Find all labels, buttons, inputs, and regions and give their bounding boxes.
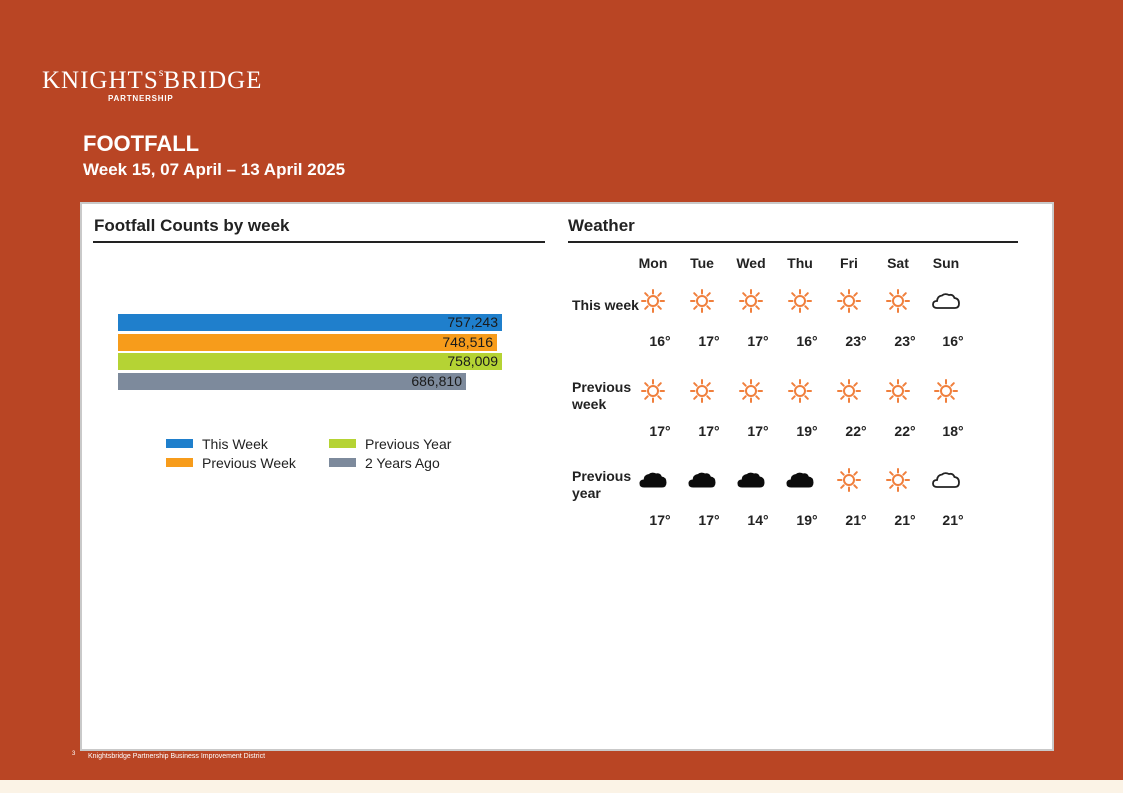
sun-icon — [931, 379, 961, 403]
weather-temperature: 17° — [698, 423, 720, 439]
weather-title-rule — [568, 241, 1018, 243]
legend-swatch — [166, 458, 193, 467]
legend-swatch — [329, 439, 356, 448]
legend-item — [329, 455, 440, 471]
weather-temperature: 22° — [845, 423, 867, 439]
page-number: 3 — [72, 751, 76, 757]
weather-temperature: 18° — [942, 423, 964, 439]
legend-swatch — [166, 439, 193, 448]
footfall-legend — [166, 436, 496, 476]
weather-temperature: 22° — [894, 423, 916, 439]
logo-name-part1: KNIGHTS — [42, 67, 159, 94]
weather-temperature: 17° — [698, 333, 720, 349]
page-title: FOOTFALL — [83, 131, 200, 156]
weather-temperature: 16° — [649, 333, 671, 349]
footfall-bar-value-label: 748,516 — [442, 333, 493, 350]
weather-temperature: 16° — [796, 333, 818, 349]
weather-temperature: 23° — [845, 333, 867, 349]
weather-day-label: Sat — [887, 255, 909, 271]
weather-temperature: 17° — [649, 423, 671, 439]
footfall-bar — [118, 373, 466, 390]
bottom-strip — [0, 780, 1123, 793]
footfall-bar-value-label: 686,810 — [411, 372, 462, 389]
sun-icon — [883, 379, 913, 403]
weather-temperature: 17° — [649, 512, 671, 528]
legend-label: Previous Year — [365, 436, 452, 452]
legend-item — [166, 436, 268, 452]
knightsbridge-logo — [42, 58, 263, 103]
sun-icon — [638, 289, 668, 313]
logo-name-part2: BRIDGE — [163, 67, 263, 94]
legend-swatch — [329, 458, 356, 467]
cloud-icon — [931, 289, 961, 313]
weather-temperature: 21° — [845, 512, 867, 528]
weather-temperature: 16° — [942, 333, 964, 349]
logo-name-sup: s — [158, 65, 164, 79]
sun-icon — [736, 289, 766, 313]
footfall-title-rule — [93, 241, 545, 243]
weather-temperature: 14° — [747, 512, 769, 528]
footfall-section-title: Footfall Counts by week — [94, 216, 290, 235]
footfall-bar — [118, 353, 502, 370]
weather-day-label: Tue — [690, 255, 714, 271]
page-subtitle: Week 15, 07 April – 13 April 2025 — [83, 160, 346, 179]
footer-text: Knightsbridge Partnership Business Improvement District — [88, 753, 266, 760]
sun-icon — [834, 468, 864, 492]
logo-subtitle: PARTNERSHIP — [108, 94, 174, 103]
footfall-bar-value-label: 757,243 — [447, 314, 498, 330]
sun-icon — [834, 289, 864, 313]
dark-cloud-icon — [687, 468, 717, 492]
weather-day-label: Mon — [638, 255, 668, 271]
sun-icon — [687, 289, 717, 313]
cloud-icon — [931, 468, 961, 492]
weather-temperature: 19° — [796, 423, 818, 439]
legend-item — [166, 455, 296, 471]
footfall-bar-value-label: 758,009 — [447, 353, 498, 369]
legend-label: This Week — [202, 436, 268, 452]
sun-icon — [785, 289, 815, 313]
footfall-bar — [118, 334, 497, 351]
legend-label: 2 Years Ago — [365, 455, 440, 471]
sun-icon — [638, 379, 668, 403]
weather-temperature: 17° — [698, 512, 720, 528]
weather-row-label: Previous week — [572, 379, 632, 412]
weather-temperature: 21° — [894, 512, 916, 528]
weather-day-label: Sun — [932, 255, 960, 271]
weather-row-label: Previous year — [572, 468, 632, 501]
dark-cloud-icon — [638, 468, 668, 492]
weather-day-label: Thu — [787, 255, 813, 271]
sun-icon — [736, 379, 766, 403]
weather-temperature: 23° — [894, 333, 916, 349]
legend-label: Previous Week — [202, 455, 296, 471]
sun-icon — [883, 289, 913, 313]
legend-item — [329, 436, 451, 452]
weather-section-title: Weather — [568, 216, 635, 235]
weather-temperature: 19° — [796, 512, 818, 528]
dark-cloud-icon — [736, 468, 766, 492]
weather-row-label: This week — [572, 297, 639, 313]
weather-temperature: 17° — [747, 333, 769, 349]
report-panel — [80, 202, 1054, 751]
weather-day-label: Fri — [840, 255, 858, 271]
sun-icon — [834, 379, 864, 403]
weather-temperature: 17° — [747, 423, 769, 439]
sun-icon — [785, 379, 815, 403]
sun-icon — [687, 379, 717, 403]
weather-temperature: 21° — [942, 512, 964, 528]
dark-cloud-icon — [785, 468, 815, 492]
weather-day-label: Wed — [736, 255, 766, 271]
footfall-bar — [118, 314, 502, 331]
sun-icon — [883, 468, 913, 492]
